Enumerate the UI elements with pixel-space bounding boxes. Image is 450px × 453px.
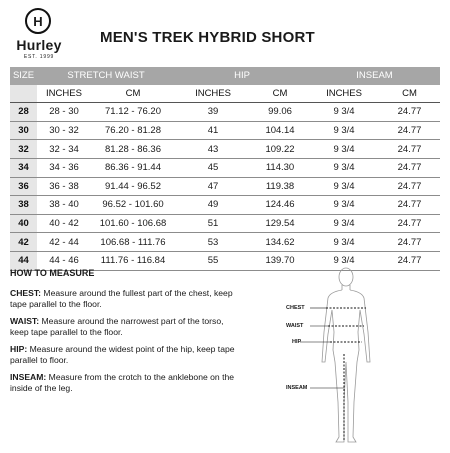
hip-inches-cell: 39 — [175, 103, 251, 122]
brand-name: Hurley — [16, 37, 62, 53]
waist-inches-cell: 32 - 34 — [37, 140, 91, 159]
hip-cm-cell: 124.46 — [251, 196, 309, 215]
waist-inches-cell: 38 - 40 — [37, 196, 91, 215]
waist-inches-cell: 36 - 38 — [37, 177, 91, 196]
measure-waist — [10, 316, 240, 338]
waist-cm-cell: 76.20 - 81.28 — [91, 121, 175, 140]
inseam-cm-cell: 24.77 — [379, 214, 440, 233]
measure-text: Measure around the widest point of the hip, keep tape parallel to floor. — [10, 343, 235, 365]
hip-inches-cell: 53 — [175, 233, 251, 252]
header-hip: HIP — [175, 67, 309, 85]
table-row — [10, 103, 440, 122]
waist-cm-cell: 71.12 - 76.20 — [91, 103, 175, 122]
measure-term: HIP: — [10, 343, 28, 354]
waist-inches-cell: 30 - 32 — [37, 121, 91, 140]
table-row — [10, 177, 440, 196]
measure-term: INSEAM: — [10, 371, 47, 382]
inseam-inches-cell: 9 3/4 — [309, 177, 379, 196]
header-inseam: INSEAM — [309, 67, 440, 85]
waist-inches-cell: 44 - 46 — [37, 251, 91, 270]
waist-cm-cell: 106.68 - 111.76 — [91, 233, 175, 252]
header-inseam-cm: CM — [379, 85, 440, 103]
size-cell: 28 — [10, 103, 37, 122]
inseam-cm-cell: 24.77 — [379, 140, 440, 159]
waist-inches-cell: 42 - 44 — [37, 233, 91, 252]
header-size: SIZE — [10, 67, 37, 85]
waist-inches-cell: 40 - 42 — [37, 214, 91, 233]
inseam-cm-cell: 24.77 — [379, 196, 440, 215]
hip-cm-cell: 139.70 — [251, 251, 309, 270]
waist-cm-cell: 101.60 - 106.68 — [91, 214, 175, 233]
size-rows — [10, 103, 440, 270]
waist-cm-cell: 96.52 - 101.60 — [91, 196, 175, 215]
figure-label-chest: CHEST — [286, 305, 305, 311]
hip-cm-cell: 129.54 — [251, 214, 309, 233]
brand-est: EST. 1999 — [23, 54, 55, 60]
size-cell: 36 — [10, 177, 37, 196]
header-blank-cell — [10, 85, 37, 103]
size-cell: 40 — [10, 214, 37, 233]
inseam-inches-cell: 9 3/4 — [309, 196, 379, 215]
inseam-inches-cell: 9 3/4 — [309, 233, 379, 252]
hip-cm-cell: 104.14 — [251, 121, 309, 140]
size-cell: 32 — [10, 140, 37, 159]
header-stretch-waist: STRETCH WAIST — [37, 67, 175, 85]
figure-label-inseam: INSEAM — [286, 385, 308, 391]
inseam-cm-cell: 24.77 — [379, 158, 440, 177]
inseam-inches-cell: 9 3/4 — [309, 251, 379, 270]
inseam-inches-cell: 9 3/4 — [309, 103, 379, 122]
header-hip-cm: CM — [251, 85, 309, 103]
page-title: MEN'S TREK HYBRID SHORT — [100, 29, 315, 46]
measure-text: Measure around the narrowest part of the torso, keep tape parallel to the floor. — [10, 315, 224, 337]
waist-cm-cell: 81.28 - 86.36 — [91, 140, 175, 159]
hip-inches-cell: 47 — [175, 177, 251, 196]
body-measurement-figure — [278, 262, 438, 448]
figure-label-hip: HIP — [292, 339, 302, 345]
figure-label-waist: WAIST — [286, 323, 304, 329]
hurley-logo — [10, 8, 68, 64]
measure-term: WAIST: — [10, 315, 40, 326]
hip-inches-cell: 45 — [175, 158, 251, 177]
table-row — [10, 214, 440, 233]
size-cell: 42 — [10, 233, 37, 252]
table-row — [10, 121, 440, 140]
size-cell: 44 — [10, 251, 37, 270]
inseam-cm-cell: 24.77 — [379, 233, 440, 252]
hip-inches-cell: 49 — [175, 196, 251, 215]
measure-inseam — [10, 372, 240, 394]
inseam-inches-cell: 9 3/4 — [309, 214, 379, 233]
header-waist-inches: INCHES — [37, 85, 91, 103]
measure-text: Measure around the fullest part of the chest, keep tape parallel to the floor. — [10, 287, 233, 309]
table-row — [10, 233, 440, 252]
hip-cm-cell: 109.22 — [251, 140, 309, 159]
hip-cm-cell: 119.38 — [251, 177, 309, 196]
measure-hip — [10, 344, 240, 366]
inseam-inches-cell: 9 3/4 — [309, 158, 379, 177]
size-cell: 38 — [10, 196, 37, 215]
hip-inches-cell: 55 — [175, 251, 251, 270]
group-header-row — [10, 67, 440, 85]
body-outline-icon — [278, 262, 438, 448]
how-to-measure-heading: HOW TO MEASURE — [10, 268, 95, 278]
waist-cm-cell: 86.36 - 91.44 — [91, 158, 175, 177]
table-row — [10, 140, 440, 159]
inseam-cm-cell: 24.77 — [379, 103, 440, 122]
hip-inches-cell: 41 — [175, 121, 251, 140]
header-hip-inches: INCHES — [175, 85, 251, 103]
header-waist-cm: CM — [91, 85, 175, 103]
table-row — [10, 158, 440, 177]
how-to-measure — [10, 268, 240, 400]
table-row — [10, 196, 440, 215]
measure-chest — [10, 288, 240, 310]
inseam-cm-cell: 24.77 — [379, 251, 440, 270]
hip-cm-cell: 99.06 — [251, 103, 309, 122]
inseam-inches-cell: 9 3/4 — [309, 140, 379, 159]
waist-cm-cell: 91.44 - 96.52 — [91, 177, 175, 196]
inseam-inches-cell: 9 3/4 — [309, 121, 379, 140]
hip-cm-cell: 114.30 — [251, 158, 309, 177]
inseam-cm-cell: 24.77 — [379, 121, 440, 140]
size-cell: 30 — [10, 121, 37, 140]
measure-term: CHEST: — [10, 287, 42, 298]
inseam-cm-cell: 24.77 — [379, 177, 440, 196]
measure-text: Measure from the crotch to the anklebone on the inside of the leg. — [10, 371, 235, 393]
unit-header-row — [10, 85, 440, 103]
waist-inches-cell: 34 - 36 — [37, 158, 91, 177]
hip-cm-cell: 134.62 — [251, 233, 309, 252]
size-chart-table — [10, 67, 440, 271]
header-inseam-inches: INCHES — [309, 85, 379, 103]
hip-inches-cell: 51 — [175, 214, 251, 233]
hurley-logo-mark-icon: H — [25, 8, 51, 34]
waist-cm-cell: 111.76 - 116.84 — [91, 251, 175, 270]
hip-inches-cell: 43 — [175, 140, 251, 159]
waist-inches-cell: 28 - 30 — [37, 103, 91, 122]
size-cell: 34 — [10, 158, 37, 177]
